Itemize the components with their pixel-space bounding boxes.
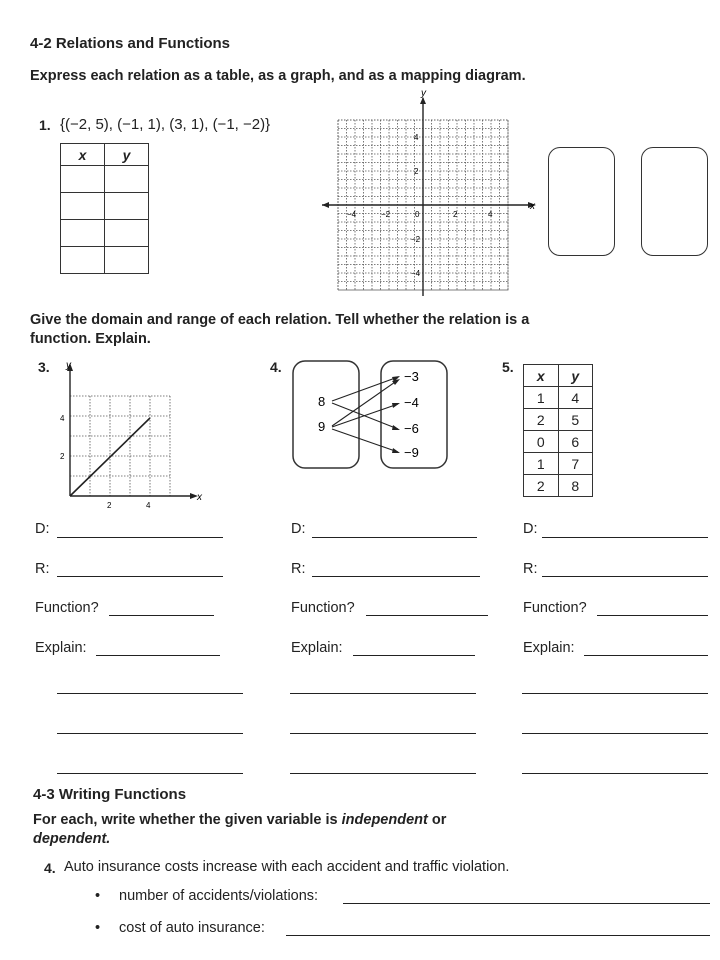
instruction-domain-range: Give the domain and range of each relation. Tell whether the relation is a function. Explain. (30, 312, 530, 347)
table-header-x: x (524, 365, 559, 387)
domain-label: D: (291, 521, 306, 537)
mapping-box-domain[interactable] (548, 147, 615, 256)
explain-label: Explain: (291, 640, 343, 656)
problem-3-graph (50, 356, 210, 511)
accidents-answer-line[interactable] (343, 903, 710, 904)
problem-4-3-number: 4. (44, 860, 56, 876)
explain-answer-line[interactable] (57, 733, 243, 734)
mapping-box-range[interactable] (641, 147, 708, 256)
range-value: −3 (404, 369, 419, 384)
table-cell: 2 (524, 409, 559, 431)
explain-answer-line[interactable] (290, 693, 476, 694)
tick-label-x: 2 (107, 501, 112, 510)
function-answer-line[interactable] (366, 615, 488, 616)
arrowhead-icon (392, 403, 400, 408)
instruction-emphasis: independent (341, 812, 428, 828)
domain-value: 9 (318, 419, 326, 434)
problem-5-table (523, 364, 593, 497)
range-answer-line[interactable] (542, 576, 708, 577)
instruction-text: For each, write whether the given variable is (33, 812, 342, 828)
problem-4-3-text: Auto insurance costs increase with each accident and traffic violation. (64, 859, 510, 875)
problem-1-coordinate-grid[interactable] (318, 88, 548, 298)
problem-1-table (60, 143, 149, 274)
explain-answer-line[interactable] (353, 655, 475, 656)
table-cell[interactable] (105, 193, 149, 220)
table-cell[interactable] (61, 166, 105, 193)
problem-1-number: 1. (39, 117, 51, 133)
table-header-x: x (61, 144, 105, 166)
table-cell[interactable] (61, 193, 105, 220)
mapping-arrow (332, 377, 398, 401)
table-cell: 8 (558, 475, 593, 497)
tick-label-y: 2 (60, 452, 65, 461)
domain-label: D: (523, 521, 538, 537)
problem-3-number: 3. (38, 359, 50, 375)
tick-label-y: −4 (411, 269, 421, 278)
table-header-y: y (105, 144, 149, 166)
range-answer-line[interactable] (312, 576, 480, 577)
range-value: −9 (404, 445, 419, 460)
domain-value: 8 (318, 394, 326, 409)
explain-answer-line[interactable] (522, 733, 708, 734)
arrowhead-icon (392, 448, 400, 453)
bullet-label-accidents: number of accidents/violations: (119, 888, 319, 904)
section-heading-4-2: 4-2 Relations and Functions (30, 35, 231, 52)
table-cell: 0 (524, 431, 559, 453)
problem-1-relation: {(−2, 5), (−1, 1), (3, 1), (−1, −2)} (60, 116, 271, 133)
instruction-express: Express each relation as a table, as a graph, and as a mapping diagram. (30, 68, 526, 84)
table-header-y: y (558, 365, 593, 387)
explain-label: Explain: (523, 640, 575, 656)
explain-label: Explain: (35, 640, 87, 656)
range-label: R: (523, 561, 538, 577)
section-heading-4-3: 4-3 Writing Functions (33, 786, 187, 803)
arrowhead-icon (392, 425, 400, 430)
domain-label: D: (35, 521, 50, 537)
table-cell[interactable] (105, 166, 149, 193)
domain-answer-line[interactable] (542, 537, 708, 538)
explain-answer-line[interactable] (96, 655, 220, 656)
function-answer-line[interactable] (109, 615, 214, 616)
axis-label-y: y (421, 88, 426, 99)
explain-answer-line[interactable] (522, 773, 708, 774)
instruction-independent-dependent (33, 811, 523, 849)
explain-answer-line[interactable] (57, 773, 243, 774)
tick-label-y: −2 (411, 235, 421, 244)
range-label: R: (291, 561, 306, 577)
table-cell: 6 (558, 431, 593, 453)
range-value: −4 (404, 395, 419, 410)
bullet-icon: • (95, 920, 101, 936)
explain-answer-line[interactable] (522, 693, 708, 694)
table-cell: 1 (524, 453, 559, 475)
tick-label-x: −2 (381, 210, 391, 219)
problem-4-mapping-diagram (290, 358, 452, 472)
axis-label-x: x (197, 492, 202, 503)
bullet-label-insurance: cost of auto insurance: (119, 920, 265, 936)
problem-4-number: 4. (270, 359, 282, 375)
explain-answer-line[interactable] (584, 655, 708, 656)
table-cell: 5 (558, 409, 593, 431)
explain-answer-line[interactable] (290, 733, 476, 734)
function-label: Function? (291, 600, 355, 616)
tick-label-y: 4 (414, 133, 419, 142)
mapping-arrow (332, 429, 398, 452)
function-answer-line[interactable] (597, 615, 708, 616)
range-label: R: (35, 561, 50, 577)
table-cell: 7 (558, 453, 593, 475)
range-answer-line[interactable] (57, 576, 223, 577)
axis-label-y: y (66, 360, 71, 371)
mapping-arrow (332, 380, 398, 426)
function-label: Function? (523, 600, 587, 616)
domain-answer-line[interactable] (312, 537, 477, 538)
tick-label-x: 4 (146, 501, 151, 510)
bullet-icon: • (95, 888, 101, 904)
table-cell[interactable] (105, 247, 149, 274)
explain-answer-line[interactable] (290, 773, 476, 774)
table-cell: 1 (524, 387, 559, 409)
arrow-left-icon (322, 202, 329, 208)
table-cell[interactable] (105, 220, 149, 247)
function-label: Function? (35, 600, 99, 616)
instruction-emphasis: dependent. (33, 831, 111, 847)
table-cell: 4 (558, 387, 593, 409)
tick-label-x: 4 (488, 210, 493, 219)
explain-answer-line[interactable] (57, 693, 243, 694)
table-cell[interactable] (61, 220, 105, 247)
domain-answer-line[interactable] (57, 537, 223, 538)
table-cell[interactable] (61, 247, 105, 274)
problem-5-number: 5. (502, 359, 514, 375)
insurance-answer-line[interactable] (286, 935, 710, 936)
tick-label-y: 4 (60, 414, 65, 423)
tick-label-x: 2 (453, 210, 458, 219)
axis-label-x: x (530, 201, 535, 212)
tick-label-y: 2 (414, 167, 419, 176)
instruction-text: or (427, 812, 447, 828)
tick-label-x: −4 (347, 210, 357, 219)
table-cell: 2 (524, 475, 559, 497)
range-value: −6 (404, 421, 419, 436)
tick-label-x: 0 (415, 210, 420, 219)
